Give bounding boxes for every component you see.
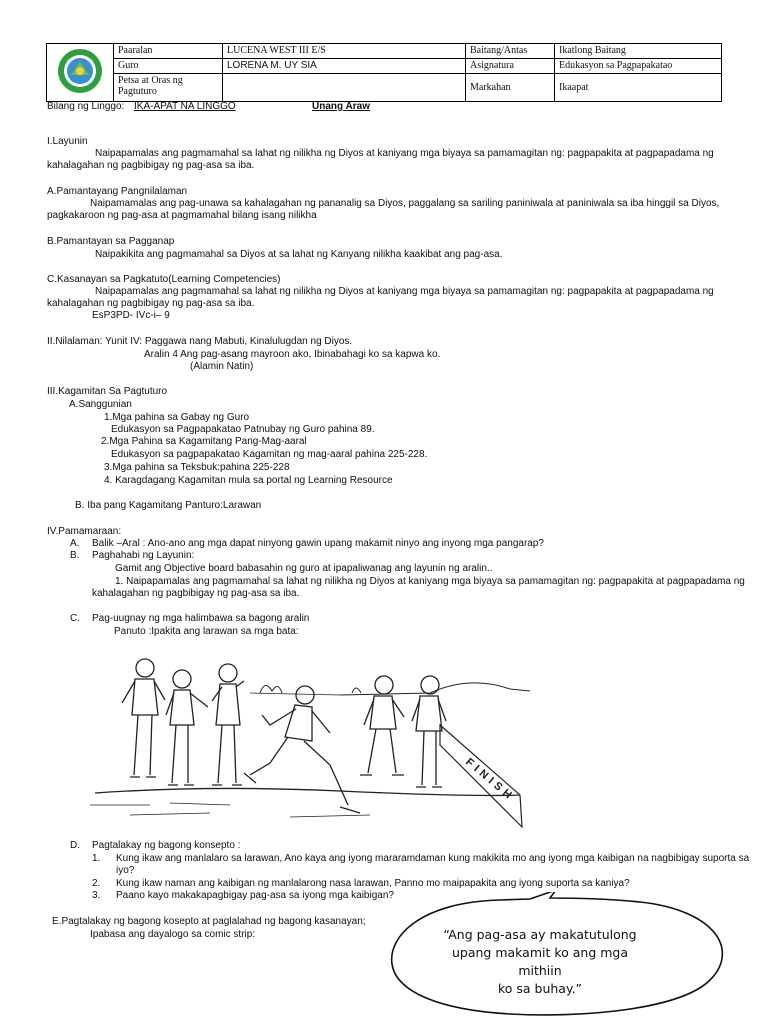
pamantayang-text-2: pagkakaroon ng pag-asa at pagmamahal bilang isang nilikha — [47, 210, 317, 221]
layunin-text-1: Naipapamalas ang pagmamahal sa lahat ng nilikha ng Diyos at kaniyang mga biyaya sa pamamagitan ng: pagpapakita at pagpapadama ng — [95, 148, 714, 159]
sanggunian-item-2: 2.Mga Pahina sa Kagamitang Pang-Mag-aaral — [101, 436, 307, 447]
question-1-text: Kung ikaw ang manlalaro sa larawan, Ano kaya ang iyong mararamdaman kung makikita mo ang iyong mga kaibigan na nagbibigay suporta sa — [116, 853, 750, 864]
bubble-line-1: “Ang pag-asa ay makatutulong — [443, 927, 637, 942]
question-1-marker: 1. — [92, 853, 101, 864]
guro-value: LORENA M. UY SIA — [223, 59, 466, 74]
item-c-marker: C. — [70, 613, 80, 624]
pamantayang-heading: A.Pamantayang Pangnilalaman — [47, 186, 188, 197]
ipabasa-text: Ipabasa ang dayalogo sa comic strip: — [90, 929, 256, 940]
kasanayan-code: EsP3PD- IVc-i– 9 — [92, 310, 170, 321]
objective-text-1: 1. Naipapamalas ang pagmamahal sa lahat ng nilikha ng Diyos at kaniyang mga biyaya sa pamamagitan ng: pagpapakita at pagpapadama ng — [115, 576, 745, 587]
item-d-marker: D. — [70, 840, 80, 851]
pagganap-text: Naipakikita ang pagmamahal sa Diyos at sa lahat ng Kanyang nilikha kaakibat ang pag-asa. — [95, 249, 503, 260]
school-logo-cell — [47, 44, 114, 102]
nilalaman-aralin: Aralin 4 Ang pag-asang mayroon ako, Ibinabahagi ko sa kapwa ko. — [144, 349, 441, 360]
nilalaman-heading: II.Nilalaman: Yunit IV: Paggawa nang Mabuti, Kinalulugdan ng Diyos. — [47, 336, 353, 347]
paghahabi-text: Gamit ang Objective board babasahin ng guro at ipapaliwanag ang layunin ng aralin.. — [115, 563, 493, 574]
layunin-text-2: kahalagahan ng pagbibigay ng pag-asa sa iba. — [47, 160, 255, 171]
week-value: IKA-APAT NA LINGGO — [134, 101, 236, 112]
markahan-value: Ikaapat — [555, 74, 722, 102]
speech-bubble-text — [440, 926, 640, 998]
pamamaraan-heading: IV.Pamamaraan: — [47, 526, 122, 537]
guro-label: Guro — [114, 59, 223, 74]
nilalaman-alamin: (Alamin Natin) — [190, 361, 254, 372]
question-1-text-2: iyo? — [116, 865, 135, 876]
pag-uugnay-heading: Pag-uugnay ng mga halimbawa sa bagong aralin — [92, 613, 310, 624]
school-seal-icon — [47, 44, 113, 98]
iba-pang-kagamitan: B. Iba pang Kagamitang Panturo:Larawan — [75, 500, 262, 511]
pagtalakay-heading: Pagtalakay ng bagong konsepto : — [92, 840, 241, 851]
sanggunian-item-1-detail: Edukasyon sa Pagpapakatao Patnubay ng Guro pahina 89. — [111, 424, 375, 435]
baitang-label: Baitang/Antas — [466, 44, 555, 59]
question-2-marker: 2. — [92, 878, 101, 889]
lesson-header-table — [46, 43, 722, 102]
question-3-text: Paano kayo makakapagbigay pag-asa sa iyong mga kaibigan? — [116, 890, 394, 901]
markahan-label: Markahan — [466, 74, 555, 102]
question-3-marker: 3. — [92, 890, 101, 901]
sanggunian-item-1: 1.Mga pahina sa Gabay ng Guro — [104, 412, 250, 423]
item-a-marker: A. — [70, 538, 80, 549]
petsa-value — [223, 74, 466, 102]
bubble-line-3: ko sa buhay.” — [497, 981, 583, 996]
kasanayan-text-1: Naipapamalas ang pagmamahal sa lahat ng nilikha ng Diyos at kaniyang mga biyaya sa pamamagitan ng: pagpapakita at pagpapadama ng — [95, 286, 714, 297]
kagamitan-heading: III.Kagamitan Sa Pagtuturo — [47, 386, 168, 397]
paghahabi-heading: Paghahabi ng Layunin: — [92, 550, 195, 561]
item-b-marker: B. — [70, 550, 80, 561]
objective-text-2: kahalagahan ng pagbibigay ng pag-asa sa iba. — [92, 588, 300, 599]
petsa-label: Petsa at Oras ng Pagtuturo — [114, 74, 223, 102]
asignatura-label: Asignatura — [466, 59, 555, 74]
week-label: Bilang ng Linggo: — [47, 101, 125, 112]
baitang-value: Ikatlong Baitang — [555, 44, 722, 59]
asignatura-value: Edukasyon sa Pagpapakatao — [555, 59, 722, 74]
layunin-heading: I.Layunin — [47, 136, 88, 147]
paaralan-value: LUCENA WEST III E/S — [223, 44, 466, 59]
paaralan-label: Paaralan — [114, 44, 223, 59]
pagganap-heading: B.Pamantayan sa Pagganap — [47, 236, 175, 247]
kasanayan-heading: C.Kasanayan sa Pagkatuto(Learning Competencies) — [47, 274, 281, 285]
panuto-text: Panuto :Ipakita ang larawan sa mga bata: — [114, 626, 299, 637]
pagtalakay-e-heading: E.Pagtalakay ng bagong kosepto at paglalahad ng bagong kasanayan; — [52, 916, 366, 927]
day-label: Unang Araw — [312, 101, 370, 112]
balik-aral-text: Balik –Aral : Ano-ano ang mga dapat ninyong gawin upang makamit ninyo ang inyong mga pangarap? — [92, 538, 544, 549]
question-2-text: Kung ikaw naman ang kaibigan ng manlalarong nasa larawan, Panno mo maipapakita ang iyong suporta sa kaniya? — [116, 878, 630, 889]
sanggunian-item-3: 3.Mga pahina sa Teksbuk:pahina 225-228 — [104, 462, 290, 473]
finish-banner-text: FINISH — [463, 756, 517, 804]
kasanayan-text-2: kahalagahan ng pagbibigay ng pag-asa sa iba. — [47, 298, 255, 309]
sanggunian-heading: A.Sanggunian — [69, 399, 132, 410]
sanggunian-item-2-detail: Edukasyon sa pagpapakatao Kagamitan ng mag-aaral pahina 225-228. — [111, 449, 428, 460]
pamantayang-text-1: Naipamamalas ang pag-unawa sa kahalagahan ng pananalig sa Diyos, paggalang sa sariling paniniwala at paniniwala sa iba hinggil sa Diyos, — [90, 198, 720, 209]
race-illustration — [90, 645, 530, 830]
bubble-line-2: upang makamit ko ang mga mithiin — [451, 945, 629, 978]
sanggunian-item-4: 4. Karagdagang Kagamitan mula sa portal ng Learning Resource — [104, 475, 393, 486]
